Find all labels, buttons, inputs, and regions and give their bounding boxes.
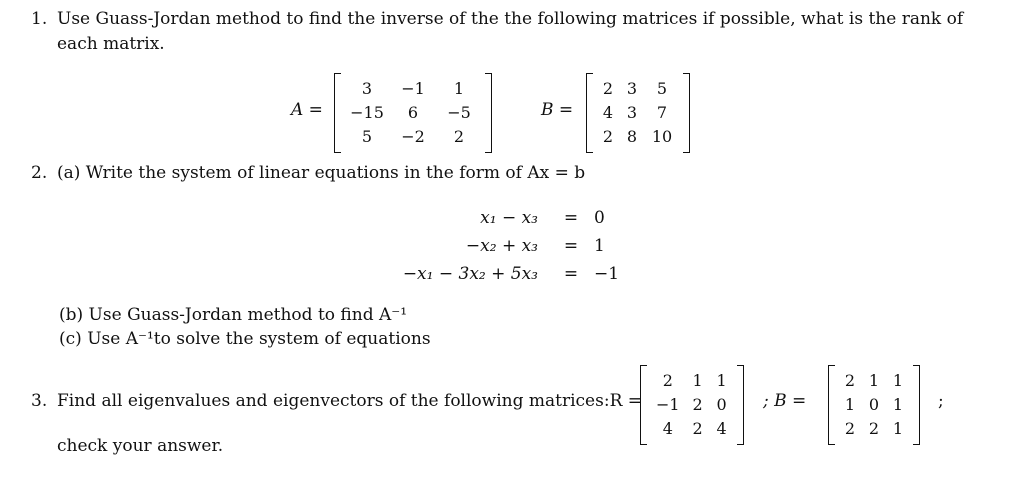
matrix-cell: 2	[602, 127, 614, 146]
matrix-cell: 1	[716, 371, 727, 390]
matrix-cell: 1	[453, 79, 465, 98]
equation-lhs: x₁ − x₃	[480, 208, 538, 228]
q2-part-a: (a) Write the system of linear equations in the form of Ax = b	[57, 163, 586, 183]
q1-text-line2: each matrix.	[57, 34, 165, 54]
q2-part-c: (c) Use A⁻¹to solve the system of equations	[59, 329, 431, 349]
equation-system	[380, 204, 619, 288]
equation-relation: =	[563, 236, 579, 256]
bracket-left	[640, 365, 647, 445]
matrix-cell: −1	[656, 395, 680, 414]
matrix-cell: 0	[716, 395, 727, 414]
equation-rhs: 1	[594, 236, 605, 256]
matrix-cell: 2	[844, 371, 856, 390]
equation-lhs: −x₁ − 3x₂ + 5x₃	[402, 264, 538, 284]
bracket-right	[683, 73, 690, 153]
matrix-cell: 2	[844, 419, 856, 438]
matrix-cell: 7	[656, 103, 668, 122]
matrix-cell: 2	[662, 371, 673, 390]
equation-rhs: −1	[594, 264, 620, 284]
matrix-cell: 5	[361, 127, 373, 146]
matrix-cell: 4	[716, 419, 727, 438]
matrix-cell: 10	[651, 127, 673, 146]
matrix-b-label: B =	[541, 100, 574, 120]
matrix-b2-table	[838, 369, 910, 441]
equation-rhs: 0	[594, 208, 605, 228]
matrix-cell: 3	[626, 79, 638, 98]
q3-text: Find all eigenvalues and eigenvectors of the following matrices:R =	[57, 391, 643, 411]
q3-check: check your answer.	[57, 436, 224, 456]
matrix-b-table	[596, 77, 680, 149]
q3-terminator: ;	[938, 391, 944, 411]
matrix-cell: 2	[692, 395, 703, 414]
q3-number: 3.	[31, 391, 48, 411]
matrix-cell: 4	[602, 103, 614, 122]
matrix-a-label: A =	[291, 100, 323, 120]
matrix-cell: 1	[892, 395, 904, 414]
bracket-left	[586, 73, 593, 153]
matrix-cell: 3	[626, 103, 638, 122]
q2-part-b: (b) Use Guass-Jordan method to find A⁻¹	[59, 305, 408, 325]
matrix-cell: 1	[692, 371, 703, 390]
matrix-b	[586, 73, 690, 153]
equation-row	[380, 260, 619, 288]
matrix-cell: 4	[662, 419, 673, 438]
equation-relation: =	[563, 264, 579, 284]
equation-lhs: −x₂ + x₃	[465, 236, 538, 256]
matrix-cell: −1	[401, 79, 425, 98]
matrix-cell: 0	[868, 395, 880, 414]
matrix-cell: 2	[692, 419, 703, 438]
matrix-cell: 5	[656, 79, 668, 98]
bracket-left	[334, 73, 341, 153]
equation-relation: =	[563, 208, 579, 228]
matrix-b2-label: ; B =	[763, 391, 807, 411]
equation-row	[380, 204, 619, 232]
matrix-cell: 2	[453, 127, 465, 146]
matrix-cell: 8	[626, 127, 638, 146]
matrix-a-table	[344, 77, 482, 149]
matrix-cell: 6	[407, 103, 419, 122]
equation-row	[380, 232, 619, 260]
matrix-cell: 1	[892, 371, 904, 390]
matrix-r-table	[650, 369, 734, 441]
matrix-cell: 3	[361, 79, 373, 98]
bracket-left	[828, 365, 835, 445]
matrix-cell: 1	[868, 371, 880, 390]
q1-text-line1: Use Guass-Jordan method to find the inverse of the the following matrices if possible, what is the rank of	[57, 9, 964, 29]
q1-number: 1.	[31, 9, 48, 29]
matrix-cell: 1	[892, 419, 904, 438]
matrix-cell: −5	[447, 103, 471, 122]
matrix-cell: −2	[401, 127, 425, 146]
bracket-right	[737, 365, 744, 445]
matrix-r	[640, 365, 744, 445]
matrix-b2	[828, 365, 920, 445]
matrix-cell: −15	[350, 103, 384, 122]
matrix-a	[334, 73, 492, 153]
q2-number: 2.	[31, 163, 48, 183]
bracket-right	[485, 73, 492, 153]
matrix-cell: 2	[868, 419, 880, 438]
matrix-cell: 2	[602, 79, 614, 98]
bracket-right	[913, 365, 920, 445]
matrix-cell: 1	[844, 395, 856, 414]
